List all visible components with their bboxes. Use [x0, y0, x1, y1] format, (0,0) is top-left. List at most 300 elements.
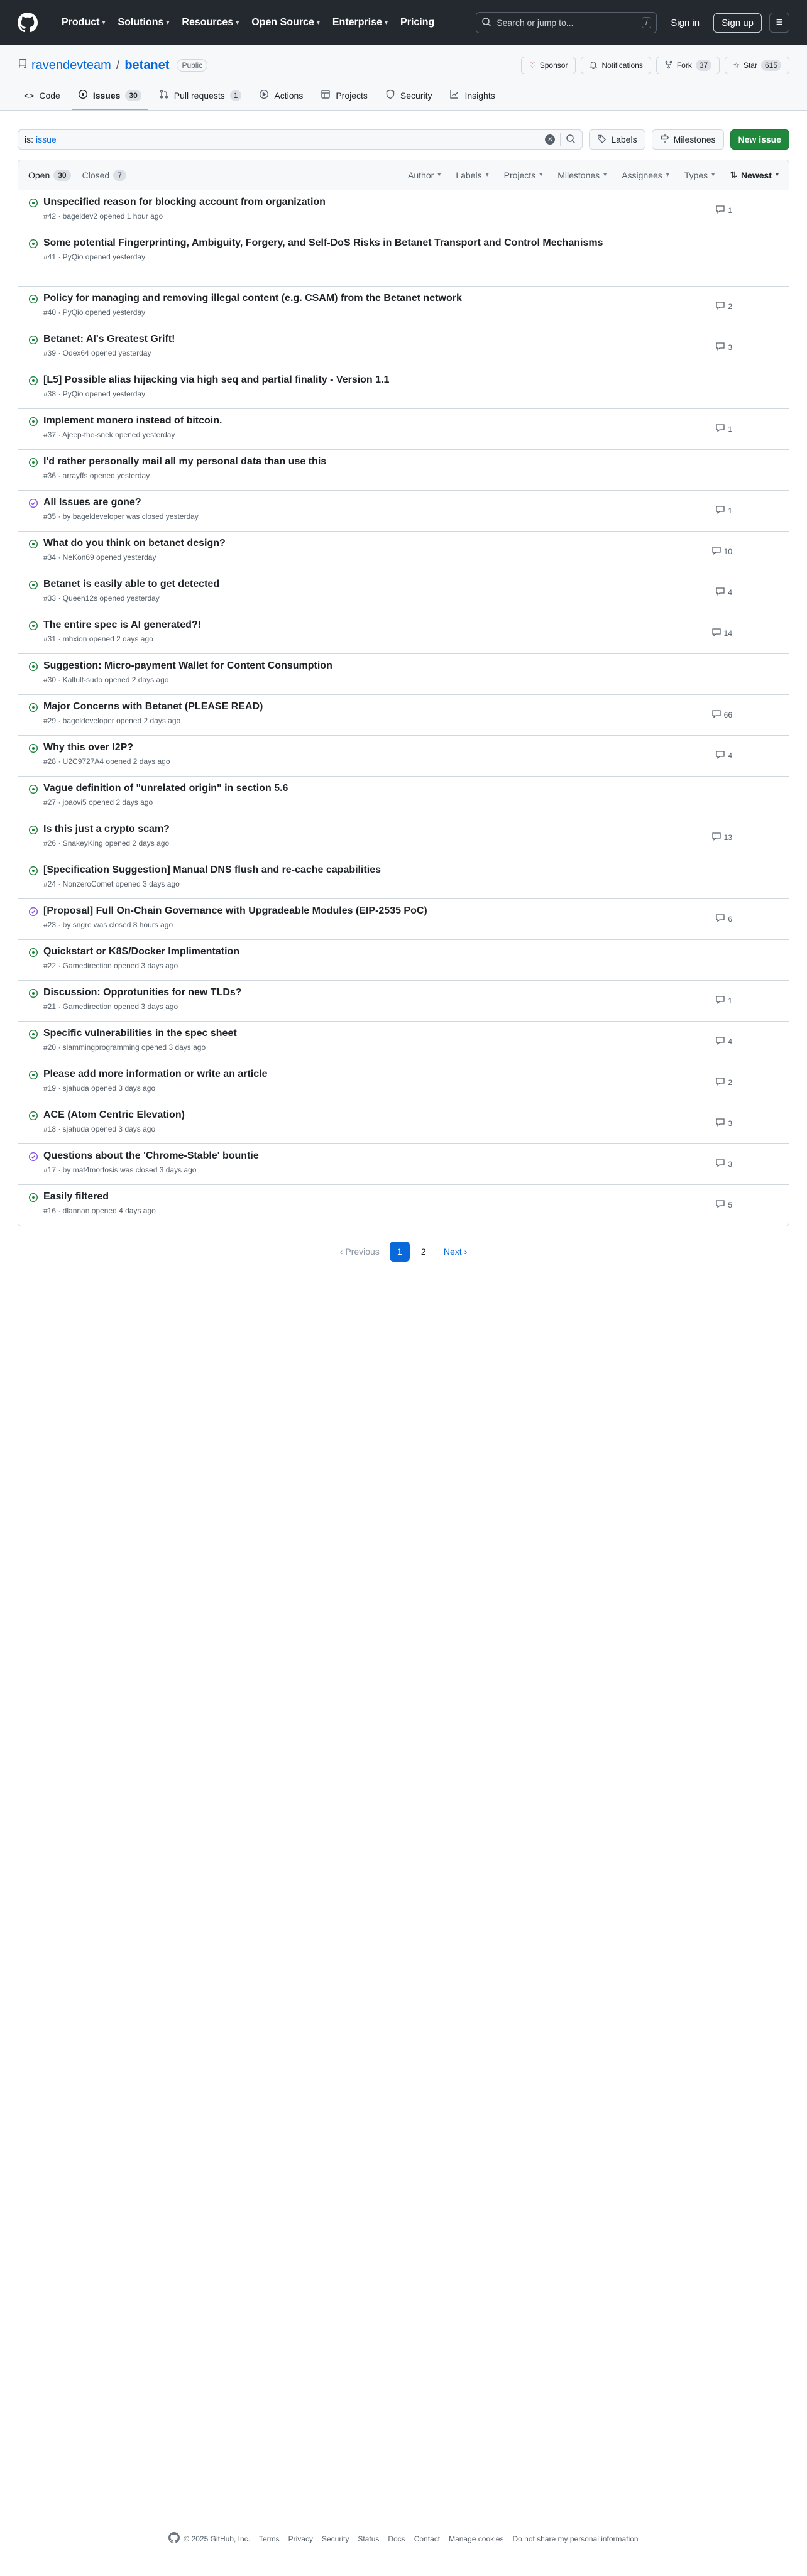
issue-title-link[interactable]: Implement monero instead of bitcoin.: [43, 415, 222, 426]
issue-meta: #22 · Gamedirection opened 3 days ago: [43, 961, 178, 970]
issue-content: [43, 195, 659, 221]
search-icon: [481, 17, 491, 29]
clear-filter-icon[interactable]: ✕: [545, 134, 555, 145]
issue-comments-link[interactable]: [711, 709, 732, 721]
issue-row[interactable]: [18, 368, 789, 409]
issue-meta: #30 · Kaltult-sudo opened 2 days ago: [43, 675, 169, 684]
comment-icon: [715, 1199, 725, 1211]
issue-title-link[interactable]: Betanet: AI's Greatest Grift!: [43, 334, 175, 344]
filter-label: Projects: [503, 170, 536, 180]
next-label: Next: [443, 1247, 462, 1257]
issue-row[interactable]: [18, 572, 789, 613]
issue-content: [43, 1027, 659, 1052]
sponsor-button[interactable]: [521, 57, 576, 74]
issue-comments-link[interactable]: [715, 300, 732, 312]
comment-icon: [715, 1035, 725, 1047]
comment-count: 1: [728, 996, 732, 1005]
issue-content: [43, 414, 659, 439]
issue-opened-icon: [28, 580, 38, 590]
comment-count: 3: [728, 1159, 732, 1169]
fork-count: 37: [696, 60, 711, 71]
issue-row[interactable]: [18, 858, 789, 899]
issue-title-link[interactable]: Specific vulnerabilities in the spec sheet: [43, 1028, 237, 1039]
issue-meta: #17 · by mat4morfosis was closed 3 days ago: [43, 1165, 197, 1174]
comment-icon: [715, 1076, 725, 1088]
tab-security[interactable]: [379, 84, 439, 110]
issue-closed-icon: [28, 498, 38, 508]
issue-row[interactable]: [18, 817, 789, 858]
comment-icon: [711, 627, 722, 639]
issue-meta: #35 · by bageldeveloper was closed yesterday: [43, 512, 199, 521]
issue-title-link[interactable]: Why this over I2P?: [43, 742, 134, 753]
closed-count: 7: [113, 170, 126, 181]
filter-row: [18, 129, 789, 150]
issue-content: [43, 236, 659, 261]
tab-projects[interactable]: [314, 84, 374, 110]
issue-comments-link[interactable]: [715, 586, 732, 598]
issue-opened-icon: [28, 239, 38, 249]
global-header: [0, 0, 807, 45]
repo-title-row: [18, 55, 789, 75]
issue-row[interactable]: [18, 491, 789, 532]
command-palette-button[interactable]: [769, 13, 789, 33]
issue-meta: #42 · bageldev2 opened 1 hour ago: [43, 212, 163, 221]
chevron-down-icon: ▾: [236, 19, 239, 26]
issue-content: [43, 496, 659, 521]
comment-icon: [715, 423, 725, 435]
issue-comments-link[interactable]: [715, 1035, 732, 1047]
issue-meta: #26 · SnakeyKing opened 2 days ago: [43, 839, 170, 848]
sign-up-button[interactable]: Sign up: [713, 13, 762, 33]
issue-opened-icon: [28, 825, 38, 835]
issue-opened-icon: [28, 198, 38, 208]
chevron-down-icon: ▾: [437, 172, 441, 178]
issue-rows: [18, 190, 789, 1226]
tab-label: Pull requests: [173, 90, 225, 101]
issue-comments-link[interactable]: [715, 913, 732, 925]
nav-open-source[interactable]: [246, 12, 325, 33]
open-count: 30: [53, 170, 70, 181]
labels-button[interactable]: [589, 129, 645, 150]
issue-row[interactable]: [18, 1185, 789, 1226]
footer-link-status[interactable]: Status: [358, 2534, 380, 2543]
issue-row[interactable]: [18, 1144, 789, 1185]
list-filters: [408, 170, 779, 180]
issue-comments-link[interactable]: [715, 1117, 732, 1129]
issue-title-link[interactable]: Quickstart or K8S/Docker Implimentation: [43, 946, 240, 957]
tab-label: Issues: [92, 90, 121, 101]
issue-content: [43, 700, 659, 725]
milestones-filter[interactable]: [557, 170, 607, 180]
page-1[interactable]: 1: [390, 1242, 410, 1262]
nav-pricing[interactable]: [395, 12, 439, 33]
issue-opened-icon: [28, 417, 38, 427]
comment-icon: [715, 913, 725, 925]
issue-opened-icon: [28, 335, 38, 345]
issue-title-link[interactable]: What do you think on betanet design?: [43, 538, 226, 548]
issue-row[interactable]: [18, 736, 789, 777]
issue-content: [43, 986, 659, 1011]
issue-row[interactable]: [18, 231, 789, 287]
fork-label: Fork: [676, 61, 692, 70]
issue-comments-link[interactable]: [711, 545, 732, 557]
code-icon: <>: [24, 90, 35, 101]
nav-label: Enterprise: [332, 17, 383, 28]
repo-owner-link[interactable]: ravendevteam: [31, 58, 111, 72]
sign-in-link[interactable]: Sign in: [671, 17, 700, 28]
open-label: Open: [28, 170, 50, 180]
tab-actions[interactable]: [253, 84, 309, 110]
issue-content: [43, 822, 659, 848]
author-filter[interactable]: [408, 170, 441, 180]
header-right: [476, 12, 789, 33]
comment-count: 4: [728, 1037, 732, 1046]
comment-icon: [711, 709, 722, 721]
issue-row[interactable]: [18, 981, 789, 1022]
issue-comments-link[interactable]: [715, 995, 732, 1007]
comment-count: 2: [728, 302, 732, 311]
page-2[interactable]: 2: [420, 1247, 426, 1257]
copyright-text: © 2025 GitHub, Inc.: [184, 2534, 250, 2543]
sort-icon: ⇅: [730, 170, 737, 180]
issue-comments-link[interactable]: [715, 423, 732, 435]
issue-meta: #40 · PyQio opened yesterday: [43, 308, 146, 317]
issue-content: [43, 332, 659, 357]
comment-icon: [715, 341, 725, 353]
tab-code[interactable]: [18, 84, 67, 110]
issue-row[interactable]: [18, 695, 789, 736]
comment-icon: [715, 995, 725, 1007]
nav-solutions[interactable]: [113, 12, 174, 33]
issue-meta: #28 · U2C9727A4 opened 2 days ago: [43, 757, 170, 766]
issue-comments-link[interactable]: [715, 1076, 732, 1088]
repo-icon: [18, 58, 28, 73]
issue-meta: #24 · NonzeroComet opened 3 days ago: [43, 880, 180, 888]
comment-icon: [715, 586, 725, 598]
filter-value: issue: [36, 134, 57, 145]
issue-content: [43, 659, 659, 684]
comment-count: 1: [728, 506, 732, 515]
issue-title-link[interactable]: Betanet is easily able to get detected: [43, 579, 220, 589]
chevron-down-icon: ▾: [711, 172, 715, 178]
issue-row[interactable]: [18, 327, 789, 368]
issue-opened-icon: [28, 1029, 38, 1039]
chevron-down-icon: ▾: [485, 172, 489, 178]
issue-meta: #41 · PyQio opened yesterday: [43, 253, 146, 261]
issue-meta: #29 · bageldeveloper opened 2 days ago: [43, 716, 181, 725]
comment-count: 13: [723, 832, 732, 842]
nav-label: Resources: [182, 17, 234, 28]
issue-content: [43, 1067, 659, 1093]
repo-name-link[interactable]: betanet: [124, 58, 170, 72]
projects-filter[interactable]: [504, 170, 543, 180]
issue-title-link[interactable]: Please add more information or write an article: [43, 1069, 268, 1079]
issues-list-header: [18, 160, 789, 190]
fork-button[interactable]: [656, 57, 720, 74]
issue-row[interactable]: [18, 450, 789, 491]
issue-closed-icon: [28, 1152, 38, 1162]
footer-link-docs[interactable]: Docs: [388, 2534, 405, 2543]
comment-count: 3: [728, 1118, 732, 1128]
milestones-label: Milestones: [673, 134, 716, 145]
tab-label: Projects: [336, 90, 368, 101]
issues-list: [18, 160, 789, 1226]
sort-label: Newest: [740, 170, 772, 180]
issue-meta: #33 · Queen12s opened yesterday: [43, 594, 160, 603]
comment-icon: [715, 1158, 725, 1170]
comment-count: 1: [728, 424, 732, 434]
issue-closed-icon: [28, 907, 38, 917]
star-icon: ☆: [733, 61, 740, 70]
issue-content: [43, 1108, 659, 1133]
issue-opened-icon: [78, 89, 88, 101]
issue-content: [43, 455, 659, 480]
bell-icon: [589, 60, 598, 71]
issue-title-link[interactable]: [Proposal] Full On-Chain Governance with Upgradeable Modules (EIP-2535 PoC): [43, 905, 427, 916]
table-icon: [321, 89, 331, 101]
comment-count: 5: [728, 1200, 732, 1209]
issue-row[interactable]: [18, 1062, 789, 1103]
issue-comments-link[interactable]: [711, 831, 732, 843]
repo-tabs: [18, 84, 789, 110]
tab-insights[interactable]: [443, 84, 501, 110]
nav-label: Open Source: [251, 17, 314, 28]
issue-opened-icon: [28, 784, 38, 794]
labels-label: Labels: [611, 134, 637, 145]
tab-count: 1: [230, 90, 242, 101]
issue-meta: #21 · Gamedirection opened 3 days ago: [43, 1002, 178, 1011]
issue-opened-icon: [28, 662, 38, 672]
issue-comments-link[interactable]: [715, 750, 732, 761]
issue-content: [43, 1190, 659, 1215]
issue-opened-icon: [28, 1070, 38, 1080]
footer-link-privacy[interactable]: Privacy: [288, 2534, 313, 2543]
issue-content: [43, 618, 659, 643]
issue-row[interactable]: [18, 1103, 789, 1144]
issue-content: [43, 537, 659, 562]
tab-label: Security: [400, 90, 432, 101]
global-nav: [57, 12, 439, 33]
issue-title-link[interactable]: All Issues are gone?: [43, 497, 141, 508]
search-input[interactable]: [476, 12, 657, 33]
issue-row[interactable]: [18, 654, 789, 695]
issue-title-link[interactable]: Easily filtered: [43, 1191, 109, 1202]
issue-comments-link[interactable]: [715, 204, 732, 216]
issue-title-link[interactable]: Discussion: Opprotunities for new TLDs?: [43, 987, 242, 998]
comment-icon: [715, 1117, 725, 1129]
issue-opened-icon: [28, 621, 38, 631]
issue-opened-icon: [28, 743, 38, 753]
filter-label: Milestones: [557, 170, 600, 180]
notifications-label: Notifications: [601, 61, 643, 70]
tab-pull-requests[interactable]: [153, 84, 248, 110]
issue-meta: #37 · Ajeep-the-snek opened yesterday: [43, 430, 175, 439]
issue-meta: #39 · Odex64 opened yesterday: [43, 349, 151, 357]
issue-meta: #20 · slammingprogramming opened 3 days ago: [43, 1043, 206, 1052]
issue-title-link[interactable]: Some potential Fingerprinting, Ambiguity, Forgery, and Self-DoS Risks in Betanet Transport and Control Mechanisms: [43, 237, 603, 248]
tab-label: Insights: [464, 90, 495, 101]
chevron-right-icon: ›: [464, 1247, 468, 1257]
previous-page[interactable]: [334, 1243, 386, 1260]
chevron-down-icon: ▾: [102, 19, 106, 26]
types-filter[interactable]: [684, 170, 715, 180]
issue-content: [43, 863, 659, 888]
issue-meta: #36 · arrayffs opened yesterday: [43, 471, 150, 480]
footer-copyright: [168, 2532, 250, 2545]
closed-issues-tab[interactable]: [82, 170, 126, 181]
comment-count: 3: [728, 342, 732, 352]
issue-row[interactable]: [18, 899, 789, 940]
issue-comments-link[interactable]: [715, 505, 732, 516]
tab-count: 30: [125, 90, 141, 101]
issue-row[interactable]: [18, 613, 789, 654]
search-icon[interactable]: [566, 134, 576, 146]
chevron-down-icon: ▾: [316, 19, 320, 26]
chevron-left-icon: ‹: [339, 1247, 343, 1257]
comment-count: 4: [728, 751, 732, 760]
comment-icon: [715, 300, 725, 312]
next-page[interactable]: [437, 1243, 473, 1260]
star-button[interactable]: [725, 57, 789, 74]
previous-label: Previous: [345, 1247, 380, 1257]
issue-title-link[interactable]: Questions about the 'Chrome-Stable' bountie: [43, 1150, 259, 1161]
repo-title: [18, 58, 207, 73]
issue-content: [43, 904, 659, 929]
chevron-down-icon: ▾: [603, 172, 607, 178]
sort-dropdown[interactable]: [730, 170, 779, 180]
issue-meta: #31 · mhxion opened 2 days ago: [43, 635, 153, 643]
issue-title-link[interactable]: I'd rather personally mail all my personal data than use this: [43, 456, 327, 467]
issue-title-link[interactable]: ACE (Atom Centric Elevation): [43, 1110, 185, 1120]
footer-link-security[interactable]: Security: [321, 2534, 349, 2543]
filter-label: Labels: [456, 170, 482, 180]
issue-meta: #16 · dlannan opened 4 days ago: [43, 1206, 156, 1215]
issue-title-link[interactable]: The entire spec is AI generated?!: [43, 619, 202, 630]
star-label: Star: [743, 61, 757, 70]
comment-icon: [715, 204, 725, 216]
issue-opened-icon: [28, 702, 38, 712]
issue-row[interactable]: [18, 287, 789, 327]
nav-label: Solutions: [118, 17, 164, 28]
issue-content: [43, 1149, 659, 1174]
issue-comments-link[interactable]: [715, 341, 732, 353]
repo-separator: /: [116, 58, 120, 72]
issues-main: [0, 111, 807, 1262]
issue-opened-icon: [28, 294, 38, 304]
nav-enterprise[interactable]: [327, 12, 393, 33]
github-logo-icon[interactable]: [18, 11, 40, 34]
filter-divider: [560, 133, 561, 146]
footer-link-manage-cookies[interactable]: Manage cookies: [449, 2534, 504, 2543]
issue-comments-link[interactable]: [715, 1158, 732, 1170]
issue-comments-link[interactable]: [711, 627, 732, 639]
issue-meta: #19 · sjahuda opened 3 days ago: [43, 1084, 156, 1093]
nav-resources[interactable]: [177, 12, 244, 33]
issue-row[interactable]: [18, 409, 789, 450]
issue-title-link[interactable]: Vague definition of "unrelated origin" in section 5.6: [43, 783, 288, 794]
issue-meta: #34 · NeKon69 opened yesterday: [43, 553, 156, 562]
footer-link-contact[interactable]: Contact: [414, 2534, 441, 2543]
github-logo-icon[interactable]: [168, 2532, 180, 2545]
nav-label: Product: [62, 17, 100, 28]
comment-icon: [715, 750, 725, 761]
pagination: [18, 1242, 789, 1262]
new-issue-button[interactable]: New issue: [730, 129, 789, 150]
labels-filter[interactable]: [456, 170, 488, 180]
issue-opened-icon: [28, 539, 38, 549]
menu-icon: [775, 18, 784, 28]
issue-content: [43, 945, 659, 970]
chevron-down-icon: ▾: [385, 19, 388, 26]
issue-title-link[interactable]: Suggestion: Micro-payment Wallet for Content Consumption: [43, 660, 332, 671]
issue-opened-icon: [28, 376, 38, 386]
graph-icon: [449, 89, 459, 101]
comment-icon: [711, 545, 722, 557]
notifications-button[interactable]: [581, 57, 651, 74]
tab-label: Code: [39, 90, 60, 101]
shield-icon: [385, 89, 395, 101]
issue-row[interactable]: [18, 190, 789, 231]
issue-title-link[interactable]: Policy for managing and removing illegal content (e.g. CSAM) from the Betanet network: [43, 293, 462, 303]
issue-title-link[interactable]: [Specification Suggestion] Manual DNS flush and re-cache capabilities: [43, 865, 381, 875]
issue-title-link[interactable]: Is this just a crypto scam?: [43, 824, 170, 834]
issue-title-link[interactable]: [L5] Possible alias hijacking via high seq and partial finality - Version 1.1: [43, 374, 390, 385]
filter-qualifier: is:: [25, 134, 33, 145]
issue-comments-link[interactable]: [715, 1199, 732, 1211]
issue-row[interactable]: [18, 940, 789, 981]
issue-opened-icon: [28, 1111, 38, 1121]
comment-icon: [715, 505, 725, 516]
comment-count: 4: [728, 587, 732, 597]
comment-count: 6: [728, 914, 732, 924]
issue-content: [43, 373, 659, 398]
repo-header: [0, 45, 807, 111]
footer-link-do-not-share[interactable]: Do not share my personal information: [512, 2534, 639, 2543]
issue-opened-icon: [28, 988, 38, 998]
issue-meta: #27 · joaovi5 opened 2 days ago: [43, 798, 153, 807]
chevron-down-icon: ▾: [166, 19, 170, 26]
issue-filter-input[interactable]: [18, 129, 583, 150]
nav-product[interactable]: [57, 12, 110, 33]
milestones-button[interactable]: [652, 129, 724, 150]
issue-row[interactable]: [18, 532, 789, 572]
pull-request-icon: [159, 89, 169, 101]
search-placeholder: Search or jump to...: [497, 18, 574, 28]
tab-issues[interactable]: [72, 84, 148, 110]
issue-row[interactable]: [18, 777, 789, 817]
nav-label: Pricing: [400, 17, 435, 28]
repo-actions: [521, 57, 789, 74]
issue-content: [43, 782, 659, 807]
chevron-down-icon: ▾: [539, 172, 543, 178]
play-icon: [259, 89, 269, 101]
issue-title-link[interactable]: Unspecified reason for blocking account from organization: [43, 197, 326, 207]
closed-label: Closed: [82, 170, 110, 180]
issue-title-link[interactable]: Major Concerns with Betanet (PLEASE READ): [43, 701, 263, 712]
open-issues-tab[interactable]: [28, 170, 71, 181]
footer-link-terms[interactable]: Terms: [258, 2534, 280, 2543]
issue-opened-icon: [28, 866, 38, 876]
assignees-filter[interactable]: [622, 170, 669, 180]
heart-icon: ♡: [529, 61, 536, 70]
star-count: 615: [761, 60, 781, 71]
tab-label: Actions: [274, 90, 304, 101]
issue-row[interactable]: [18, 1022, 789, 1062]
issue-meta: #23 · by sngre was closed 8 hours ago: [43, 920, 173, 929]
site-footer: [0, 2532, 807, 2545]
comment-count: 2: [728, 1078, 732, 1087]
filter-label: Author: [408, 170, 434, 180]
